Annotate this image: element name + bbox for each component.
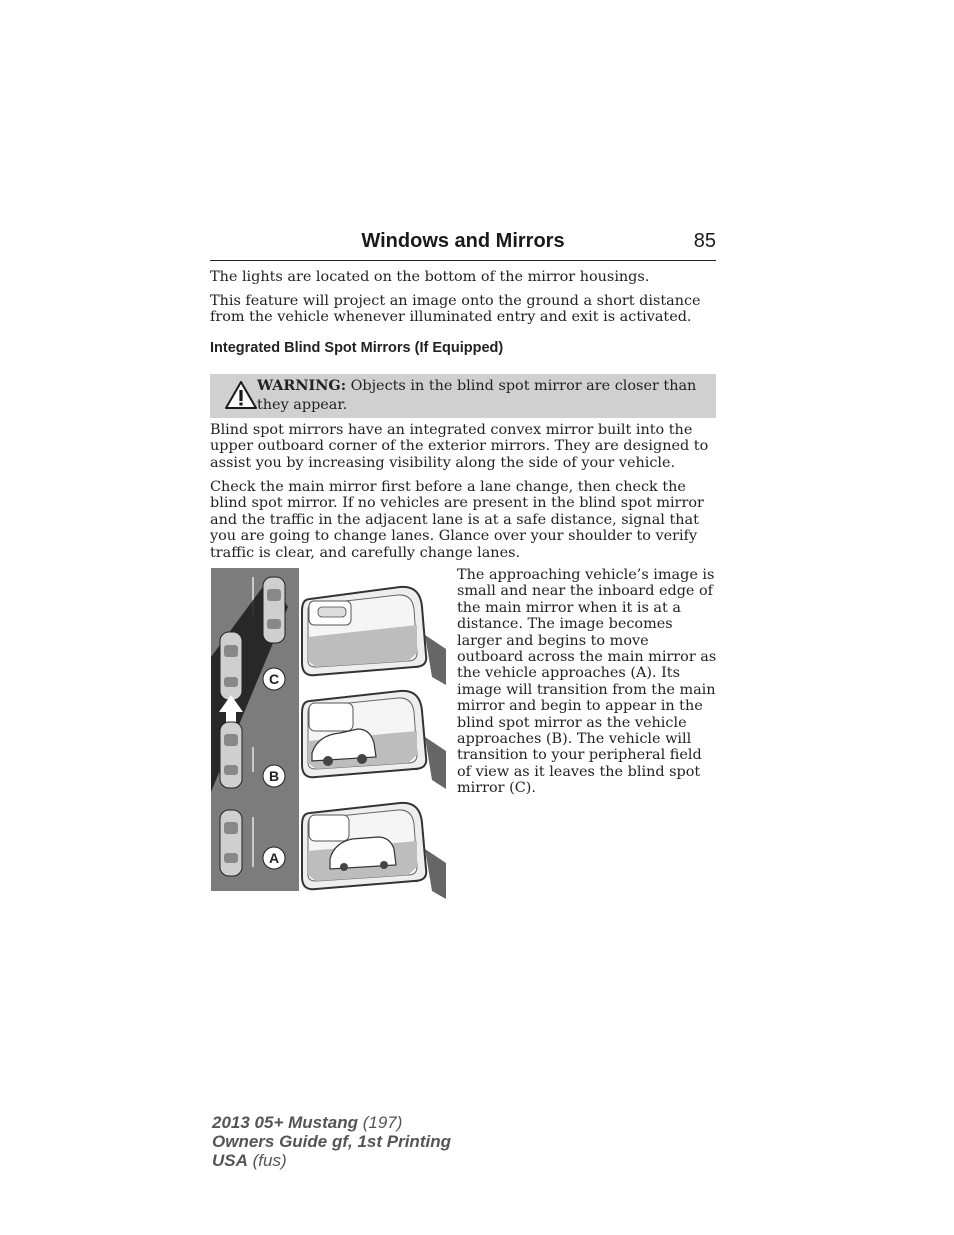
footer-guide: Owners Guide gf, 1st Printing <box>212 1132 451 1151</box>
label-b: B <box>268 768 280 784</box>
subheading: Integrated Blind Spot Mirrors (If Equipped) <box>210 340 504 356</box>
section-title: Windows and Mirrors <box>361 230 565 252</box>
mirror-b <box>302 691 446 789</box>
blind-spot-illustration <box>210 567 450 900</box>
paragraph-2: This feature will project an image onto the ground a short distance from the vehicle whenever illuminated entry and exit is activated. <box>210 293 701 326</box>
footer-line-1 <box>212 1113 451 1132</box>
footer-line-3 <box>212 1151 451 1170</box>
paragraph-3: Blind spot mirrors have an integrated convex mirror built into the upper outboard corner of the exterior mirrors. They are designed to assist you by increasing visibility along the side of your vehicle. <box>210 422 709 471</box>
paragraph-4: Check the main mirror first before a lane change, then check the blind spot mirror. If no vehicles are present in the blind spot mirror and the traffic in the adjacent lane is at a safe distance, signal that you are going to change lanes. Glance over your shoulder to verify traffic is clear, and carefully change lanes. <box>210 479 704 561</box>
page-number: 85 <box>693 230 716 252</box>
footer-market-code: (fus) <box>247 1151 287 1170</box>
host-car-rear <box>220 810 242 876</box>
label-a: A <box>268 850 280 866</box>
figure-description: The approaching vehicle’s image is small and near the inboard edge of the main mirror when it is at a distance. The image becomes larger and begins to move outboard across the main mirror as the vehicle approaches (A). Its image will transition from the main mirror and begin to appear in the blind spot mirror as the vehicle approaches (B). The vehicle will transition to your peripheral field of view as it leaves the blind spot mirror (C). <box>457 567 717 797</box>
paragraph-1: The lights are located on the bottom of the mirror housings. <box>210 269 650 285</box>
host-car-front <box>220 632 242 700</box>
label-c: C <box>268 671 280 687</box>
warning-label: WARNING: <box>257 377 347 394</box>
warning-message: Objects in the blind spot mirror are closer than they appear. <box>257 378 697 413</box>
mirror-a <box>302 803 446 899</box>
footer-model: 2013 05+ Mustang <box>212 1113 358 1132</box>
footer-market: USA <box>212 1151 248 1170</box>
footer-line-2 <box>212 1132 451 1151</box>
host-car-middle <box>220 722 242 788</box>
warning-text <box>257 376 709 415</box>
page-footer <box>212 1113 451 1170</box>
warning-box <box>210 374 716 418</box>
warning-triangle-icon <box>224 380 258 410</box>
footer-model-code: (197) <box>358 1113 403 1132</box>
lane-car-c <box>263 577 285 643</box>
page-header <box>210 230 716 261</box>
mirror-c <box>302 587 446 685</box>
